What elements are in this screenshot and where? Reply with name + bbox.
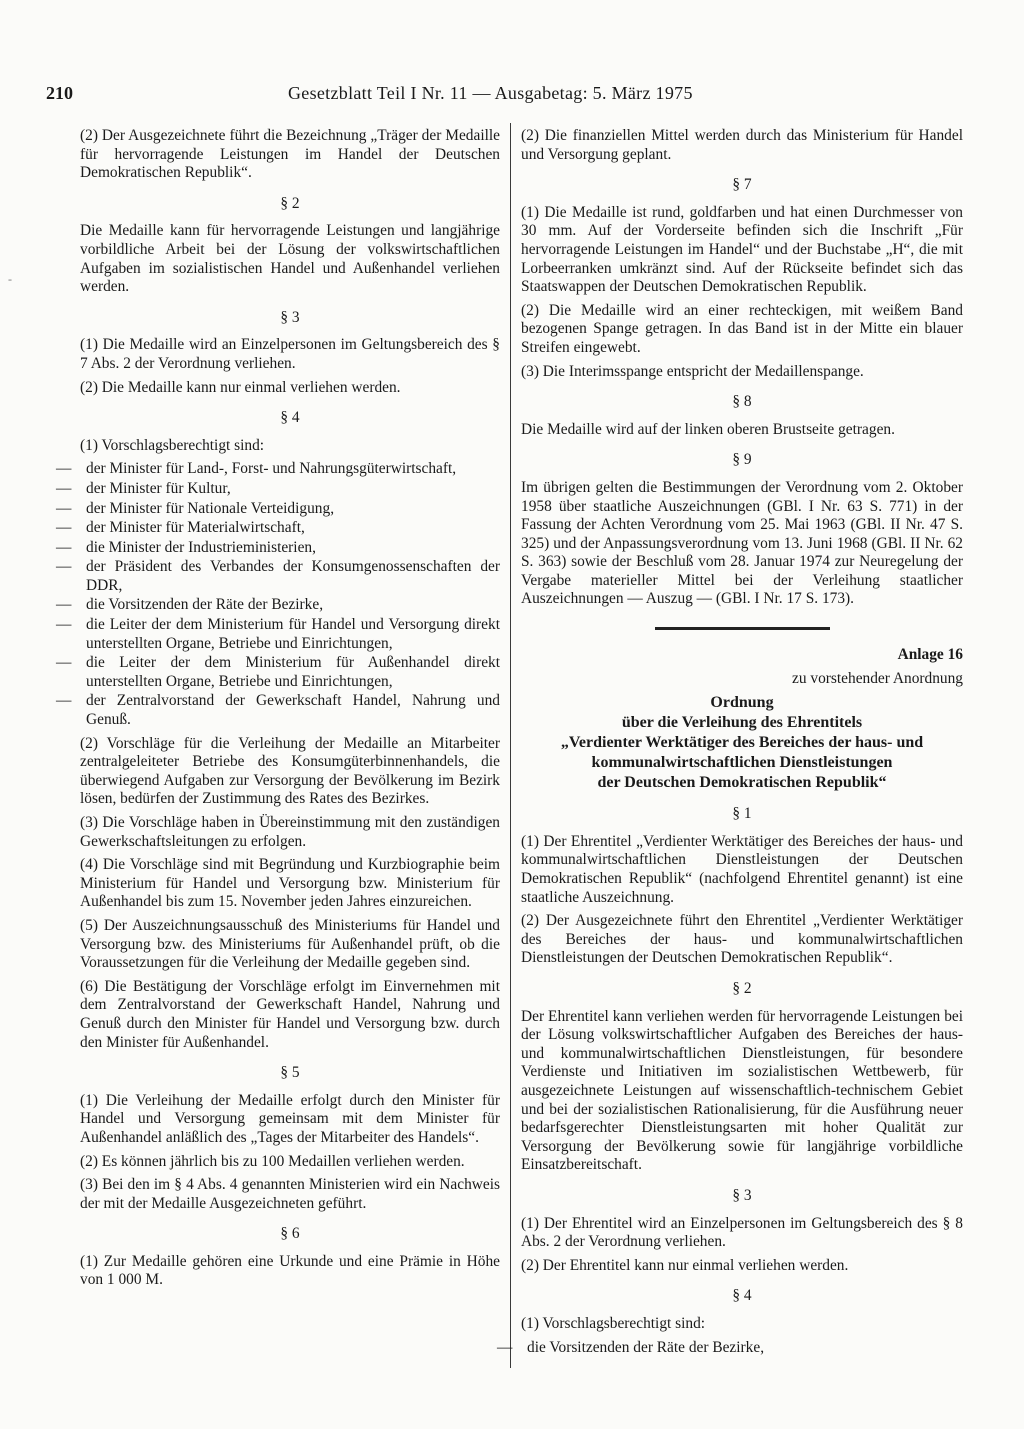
- paragraph: (3) Die Interimsspange entspricht der Medaillenspange.: [521, 362, 864, 380]
- paragraph: (4) Die Vorschläge sind mit Begründung und Kurzbiographie beim Ministerium für Handel und Versorgung bzw. Ministerium für Außenhandel bis zum 15. November jeden Jahres einzureichen.: [80, 856, 500, 911]
- paragraph: Im übrigen gelten die Bestimmungen der Verordnung vom 2. Oktober 1958 über staatliche Auszeichnungen (GBl. I Nr. 63 S. 771) in der Fassung der Achten Verordnung vom 25. Mai 1963 (GBl. II Nr. 47 S. 325) und der Anpassungsverordnung vom 13. Juni 1968 (GBl. II Nr. 62 S. 363) sowie der Beschluß vom 28. Januar 1974 zur Neuregelung der Vergabe materieller Mittel bei der Verleihung staatlicher Auszeichnungen — Auszug — (GBl. I Nr. 17 S. 173).: [521, 478, 963, 608]
- paragraph: Die Medaille kann für hervorragende Leistungen und langjährige vorbildliche Arbeit bei der Lösung der volkswirtschaftlichen Aufgaben im sozialistischen Handel und Außenhandel verliehen werden.: [80, 222, 500, 296]
- paragraph: (1) Die Verleihung der Medaille erfolgt durch den Minister für Handel und Versorgung gemeinsam mit dem Minister für Außenhandel anläßlich des „Tages der Mitarbeiter des Handels“.: [80, 1091, 500, 1146]
- margin-mark: -: [8, 272, 12, 286]
- section-heading: § 9: [732, 451, 752, 469]
- section-heading: § 6: [280, 1225, 300, 1243]
- annex-subtitle: zu vorstehender Anordnung: [792, 669, 963, 687]
- list-item: — der Minister für Materialwirtschaft,: [80, 519, 500, 538]
- paragraph: (2) Es können jährlich bis zu 100 Medaillen verliehen werden.: [80, 1152, 465, 1170]
- section-heading: § 2: [280, 194, 300, 212]
- list-item: — der Minister für Nationale Verteidigung,: [80, 500, 500, 519]
- right-column: [521, 127, 963, 1362]
- list-item: — die Leiter der dem Ministerium für Außenhandel direkt unterstellten Organe, Betriebe und Einrichtungen,: [80, 654, 500, 691]
- paragraph: (1) Vorschlagsberechtigt sind:: [80, 436, 265, 454]
- paragraph: (2) Der Ausgezeichnete führt den Ehrentitel „Verdienter Werktätiger des Bereiches der haus- und kommunalwirtschaftlichen Dienstleistungen der Deutschen Demokratischen Republik“.: [521, 912, 963, 967]
- paragraph: (2) Die Medaille kann nur einmal verliehen werden.: [80, 378, 401, 396]
- list-item: — der Minister für Land-, Forst- und Nahrungsgüterwirtschaft,: [80, 460, 500, 479]
- section-heading: § 5: [280, 1064, 300, 1082]
- section-heading: § 1: [732, 805, 752, 823]
- paragraph: (1) Der Ehrentitel „Verdienter Werktätiger des Bereiches der haus- und kommunalwirtschaftlichen Dienstleistungen der Deutschen Demokratischen Republik“ (nachfolgend Ehrentitel genannt) ist eine staatliche Auszeichnung.: [521, 832, 963, 906]
- order-title-line: der Deutschen Demokratischen Republik“: [597, 774, 887, 792]
- list-item: — die Minister der Industrieministerien,: [80, 539, 500, 558]
- paragraph: (2) Die finanziellen Mittel werden durch das Ministerium für Handel und Versorgung geplant.: [521, 127, 963, 163]
- list-item: — die Vorsitzenden der Räte der Bezirke,: [80, 596, 500, 615]
- paragraph: (1) Vorschlagsberechtigt sind:: [521, 1314, 706, 1332]
- order-title-line: über die Verleihung des Ehrentitels: [621, 714, 863, 732]
- paragraph: (3) Die Vorschläge haben in Übereinstimmung mit den zuständigen Gewerkschaftsleitungen zu erfolgen.: [80, 814, 500, 850]
- paragraph: (1) Die Medaille ist rund, goldfarben und hat einen Durchmesser von 30 mm. Auf der Vorderseite befinden sich die Inschrift „Für hervorragende Leistungen im Handel“ und der Buchstabe „H“, die mit Lorbeerranken umkränzt sind. Auf der Rückseite befindet sich das Staatswappen der Deutschen Demokratischen Republik.: [521, 203, 963, 296]
- section-heading: § 8: [732, 393, 752, 411]
- section-heading: § 7: [732, 176, 752, 194]
- list-item: — der Minister für Kultur,: [80, 480, 500, 499]
- paragraph: (2) Vorschläge für die Verleihung der Medaille an Mitarbeiter zentralgeleiteter Betriebe des Konsumgüterbinnenhandels, die überwiegend Aufgaben zur Versorgung der Bevölkerung im Bezirk lösen, bedürfen der Zustimmung des Rates des Bezirkes.: [80, 734, 500, 808]
- list-item: — der Präsident des Verbandes der Konsumgenossenschaften der DDR,: [80, 558, 500, 595]
- section-heading: § 4: [732, 1287, 752, 1305]
- running-title: Gesetzblatt Teil I Nr. 11 — Ausgabetag: 5. März 1975: [288, 83, 693, 103]
- paragraph: (1) Der Ehrentitel wird an Einzelpersonen im Geltungsbereich des § 8 Abs. 2 der Verordnung verliehen.: [521, 1214, 963, 1251]
- list-item: — die Vorsitzenden der Räte der Bezirke,: [521, 1339, 963, 1358]
- order-title-line: kommunalwirtschaftlichen Dienstleistungen: [591, 754, 893, 772]
- order-title-line: „Verdienter Werktätiger des Bereiches der haus- und: [560, 734, 924, 752]
- column-divider: [510, 123, 511, 1368]
- paragraph: Der Ehrentitel kann verliehen werden für hervorragende Leistungen bei der Lösung volkswirtschaftlicher Aufgaben des Bereiches der haus- und kommunalwirtschaftlichen Dienstleistungen, für besondere Verdienste und Initiativen im sozialistischen Wettbewerb, für ausgezeichnete Leistungen auf wissenschaftlich-technischem Gebiet und bei der sozialistischen Rationalisierung, für die Ausführung neuer bedarfsgerechter Dienstleistungsarten mit hoher Qualität zur Versorgung der Bevölkerung sowie für langjährige vorbildliche Einsatzbereitschaft.: [521, 1007, 963, 1174]
- order-title-line: Ordnung: [710, 694, 774, 712]
- section-heading: § 3: [280, 308, 300, 326]
- list-item: — der Zentralvorstand der Gewerkschaft Handel, Nahrung und Genuß.: [80, 692, 500, 729]
- order-title: [521, 693, 963, 793]
- section-heading: § 2: [732, 980, 752, 997]
- paragraph: (3) Bei den im § 4 Abs. 4 genannten Ministerien wird ein Nachweis der mit der Medaille Ausgezeichneten geführt.: [80, 1176, 500, 1212]
- paragraph: (1) Die Medaille wird an Einzelpersonen im Geltungsbereich des § 7 Abs. 2 der Verordnung verliehen.: [80, 336, 500, 372]
- annex-label: Anlage 16: [897, 646, 963, 664]
- paragraph: Die Medaille wird auf der linken oberen Brustseite getragen.: [521, 420, 895, 438]
- paragraph: (2) Der Ausgezeichnete führt die Bezeichnung „Träger der Medaille für hervorragende Leistungen im Handel der Deutschen Demokratischen Republik“.: [80, 127, 500, 182]
- section-separator: [655, 627, 830, 630]
- list-item: — die Leiter der dem Ministerium für Handel und Versorgung direkt unterstellten Organe, Betriebe und Einrichtungen,: [80, 616, 500, 653]
- page-header: [46, 83, 970, 113]
- proposer-list: [80, 460, 500, 729]
- proposer-list: [521, 1339, 963, 1358]
- section-heading: § 3: [732, 1186, 752, 1204]
- paragraph: (5) Der Auszeichnungsausschuß des Ministeriums für Handel und Versorgung bzw. des Ministeriums für Außenhandel prüft, ob die Voraussetzungen für die Verleihung der Medaille gegeben sind.: [80, 916, 500, 972]
- left-column: [80, 127, 500, 1295]
- section-heading: § 4: [280, 409, 300, 427]
- paragraph: (1) Zur Medaille gehören eine Urkunde und eine Prämie in Höhe von 1 000 M.: [80, 1252, 500, 1289]
- page-number: 210: [46, 83, 73, 103]
- paragraph: (6) Die Bestätigung der Vorschläge erfolgt im Einvernehmen mit dem Zentralvorstand der Gewerkschaft Handel, Nahrung und Genuß durch den Minister für Handel und Versorgung bzw. durch den Minister für Außenhandel.: [80, 977, 500, 1051]
- paragraph: (2) Die Medaille wird an einer rechteckigen, mit weißem Band bezogenen Spange getragen. In das Band ist in der Mitte ein blauer Streifen eingewebt.: [521, 301, 963, 356]
- paragraph: (2) Der Ehrentitel kann nur einmal verliehen werden.: [521, 1256, 849, 1274]
